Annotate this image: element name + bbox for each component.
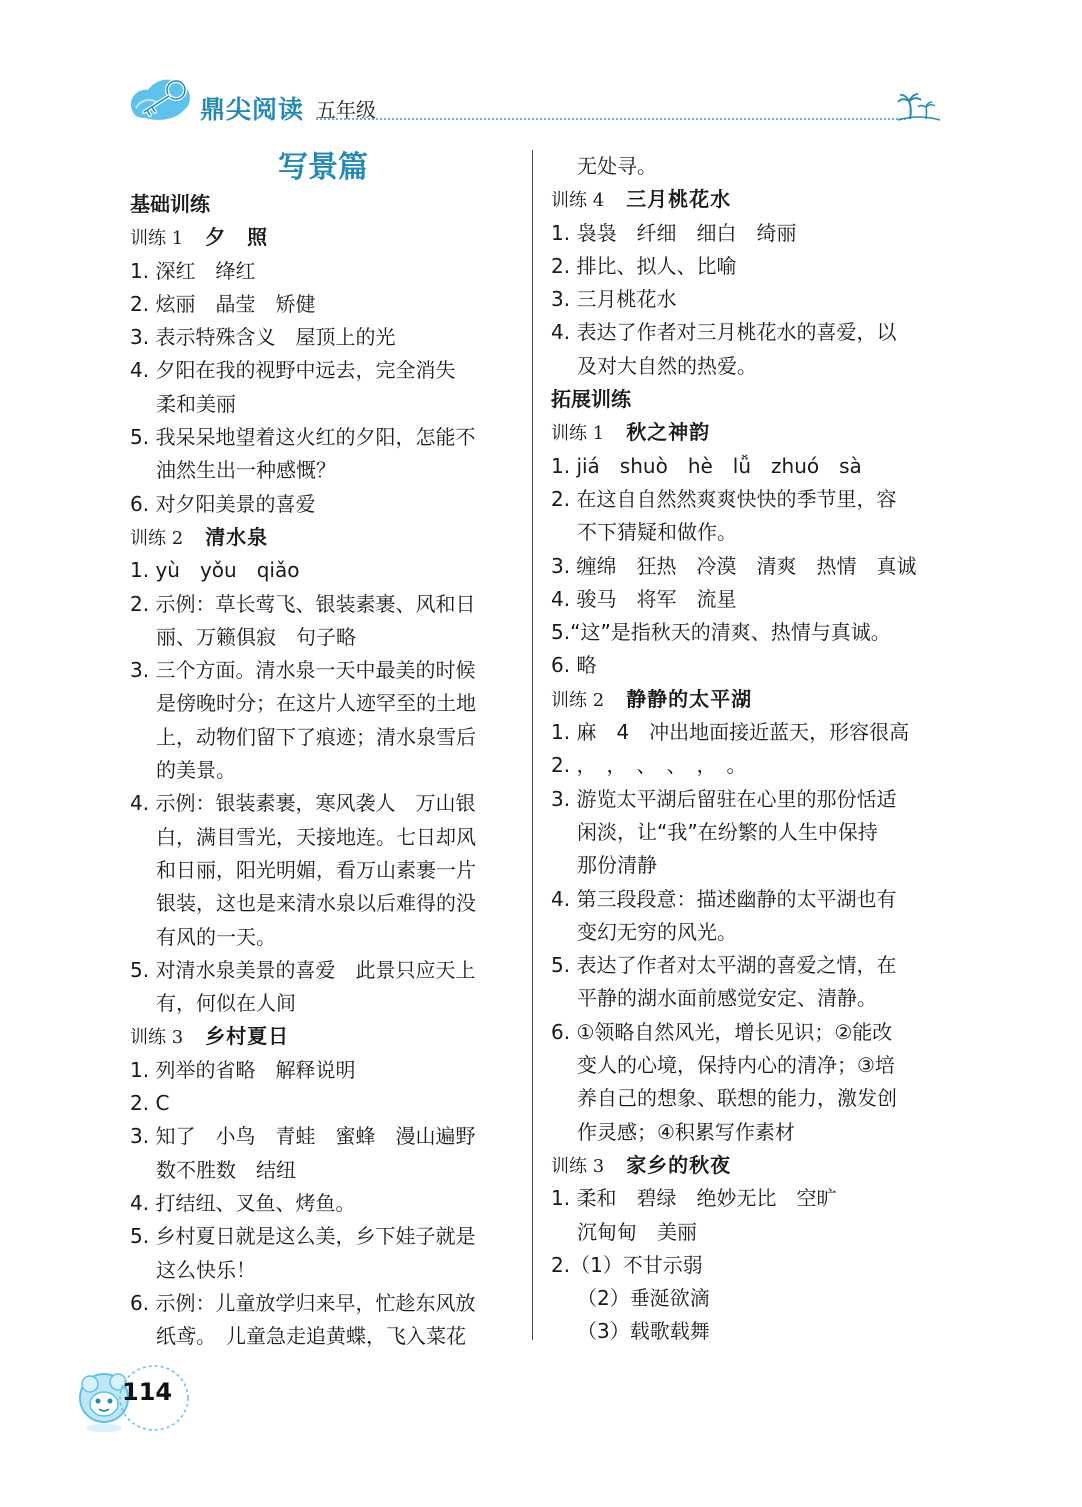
answer-item: 4. 夕阳在我的视野中远去，完全消失 <box>130 358 456 383</box>
header-dotted-rule <box>316 118 906 120</box>
answer-continuation: 数不胜数 结纽 <box>156 1157 296 1182</box>
answer-item: 1. 柔和 碧绿 绝妙无比 空旷 <box>551 1186 837 1211</box>
answer-item: 5. 我呆呆地望着这火红的夕阳，怎能不 <box>130 425 476 450</box>
answer-continuation: 丽、万籁俱寂 句子略 <box>156 624 356 649</box>
answer-item: 2. ， ， 、 、 ， 。 <box>551 753 747 778</box>
answer-item: 5.“这”是指秋天的清爽、热情与真诚。 <box>551 620 891 645</box>
answer-continuation: 养自己的想象、联想的能力，激发创 <box>577 1086 897 1111</box>
answer-item: 1. 麻 4 冲出地面接近蓝天，形容很高 <box>551 720 910 745</box>
answer-item: 6. 略 <box>551 653 597 678</box>
answer-continuation: 无处寻。 <box>577 154 657 178</box>
palm-tree-icon <box>896 92 942 124</box>
exercise-heading <box>551 1149 941 1182</box>
answer-continuation: 柔和美丽 <box>156 391 236 416</box>
answer-item: 1. jiá shuò hè lǚ zhuó sà <box>551 453 862 478</box>
answer-item: 3. 缠绵 狂热 冷漠 清爽 热情 真诚 <box>551 553 917 578</box>
exercise-label: 训练 1 <box>551 423 605 445</box>
page-header <box>0 0 1082 130</box>
answer-item: 3. 知了 小鸟 青蛙 蜜蜂 漫山遍野 <box>130 1124 476 1149</box>
exercise-title: 静静的太平湖 <box>626 686 753 711</box>
answer-item: 3. 三个方面。清水泉一天中最美的时候 <box>130 658 476 683</box>
column-divider <box>532 150 533 1340</box>
answer-continuation: （2）垂涎欲滴 <box>577 1286 710 1311</box>
key-icon <box>126 70 196 126</box>
answer-continuation: 上，动物们留下了痕迹；清水泉雪后 <box>156 724 476 749</box>
answer-continuation: （3）载歌载舞 <box>577 1319 710 1344</box>
answer-continuation: 变人的心境，保持内心的清净；③培 <box>577 1053 895 1078</box>
exercise-label: 训练 3 <box>551 1155 605 1177</box>
answer-item: 3. 表示特殊含义 屋顶上的光 <box>130 325 396 350</box>
answer-item: 4. 第三段段意：描述幽静的太平湖也有 <box>551 886 897 911</box>
page-title: 写景篇 <box>278 150 368 185</box>
answer-continuation: 闲淡，让“我”在纷繁的人生中保持 <box>577 819 878 844</box>
left-column <box>130 150 516 1353</box>
exercise-heading <box>551 683 941 716</box>
answer-item: 1. 列举的省略 解释说明 <box>130 1057 356 1082</box>
exercise-title: 秋之神韵 <box>626 420 711 445</box>
exercise-label: 训练 1 <box>130 228 184 250</box>
answer-item: 1. yù yǒu qiǎo <box>130 558 300 583</box>
answer-item: 4. 打结纽、叉鱼、烤鱼。 <box>130 1190 356 1215</box>
answer-continuation: 及对大自然的热爱。 <box>577 353 757 378</box>
answer-continuation: 这么快乐！ <box>156 1257 256 1282</box>
answer-item: 2. 排比、拟人、比喻 <box>551 253 737 278</box>
answer-item: 6. 示例：儿童放学归来早，忙趁东风放 <box>130 1290 476 1315</box>
answer-item: 4. 骏马 将军 流星 <box>551 586 737 611</box>
answer-continuation: 白，满目雪光，天接地连。七日却风 <box>156 824 476 849</box>
grade-label: 五年级 <box>316 98 376 122</box>
answer-continuation: 变幻无穷的风光。 <box>577 919 737 944</box>
answer-continuation: 银装，这也是来清水泉以后难得的没 <box>156 891 476 916</box>
exercise-heading <box>130 1020 516 1053</box>
answer-continuation: 是傍晚时分；在这片人迹罕至的土地 <box>156 691 476 716</box>
answer-item: 6. ①领略自然风光，增长见识；②能改 <box>551 1019 893 1044</box>
answer-item: 3. 三月桃花水 <box>551 287 677 312</box>
exercise-label: 训练 4 <box>551 190 605 212</box>
exercise-heading <box>551 183 941 216</box>
exercise-title: 三月桃花水 <box>626 187 732 212</box>
answer-item: 1. 深红 绛红 <box>130 258 256 283</box>
answer-continuation: 平静的湖水面前感觉安定、清静。 <box>577 986 877 1011</box>
answer-continuation: 有，何似在人间 <box>156 991 296 1016</box>
answer-continuation: 和日丽，阳光明媚，看万山素裹一片 <box>156 857 476 882</box>
answer-item: 4. 表达了作者对三月桃花水的喜爱，以 <box>551 320 897 345</box>
exercise-title: 家乡的秋夜 <box>626 1152 732 1177</box>
answer-item: 5. 表达了作者对太平湖的喜爱之情，在 <box>551 953 897 978</box>
exercise-heading <box>130 221 516 254</box>
answer-item: 2. 在这自自然然爽爽快快的季节里，容 <box>551 486 897 511</box>
section-heading: 基础训练 <box>130 192 210 216</box>
answer-item: 1. 袅袅 纤细 细白 绮丽 <box>551 220 797 245</box>
exercise-title: 清水泉 <box>205 524 269 549</box>
answer-item: 2. C <box>130 1091 170 1116</box>
exercise-title: 乡村夏日 <box>205 1024 290 1049</box>
exercise-label: 训练 2 <box>130 527 184 549</box>
right-column <box>551 150 941 1349</box>
answer-item: 3. 游览太平湖后留驻在心里的那份恬适 <box>551 786 897 811</box>
answer-continuation: 的美景。 <box>156 758 236 783</box>
exercise-label: 训练 2 <box>551 689 605 711</box>
brand-title: 鼎尖阅读 <box>200 95 305 124</box>
exercise-heading <box>130 521 516 554</box>
answer-item: 4. 示例：银装素裹，寒风袭人 万山银 <box>130 791 476 816</box>
exercise-title: 夕 照 <box>205 225 269 250</box>
answer-item: 5. 对清水泉美景的喜爱 此景只应天上 <box>130 957 476 982</box>
answer-continuation: 沉甸甸 美丽 <box>577 1219 697 1244</box>
answer-item: 2.（1）不甘示弱 <box>551 1252 703 1277</box>
answer-item: 2. 示例：草长莺飞、银装素裹、风和日 <box>130 591 476 616</box>
answer-continuation: 不下猜疑和做作。 <box>577 520 737 545</box>
answer-continuation: 那份清静 <box>577 853 657 878</box>
page-number: 114 <box>122 1378 173 1406</box>
section-heading: 拓展训练 <box>551 387 631 412</box>
answer-continuation: 纸鸢。 儿童急走追黄蝶，飞入菜花 <box>156 1324 466 1349</box>
exercise-label: 训练 3 <box>130 1027 184 1049</box>
answer-item: 6. 对夕阳美景的喜爱 <box>130 491 316 516</box>
answer-continuation: 有风的一天。 <box>156 924 276 949</box>
answer-continuation: 作灵感；④积累写作素材 <box>577 1119 795 1144</box>
answer-continuation: 油然生出一种感慨？ <box>156 458 336 483</box>
answer-item: 5. 乡村夏日就是这么美，乡下娃子就是 <box>130 1224 476 1249</box>
answer-item: 2. 炫丽 晶莹 矫健 <box>130 291 316 316</box>
exercise-heading <box>551 416 941 449</box>
